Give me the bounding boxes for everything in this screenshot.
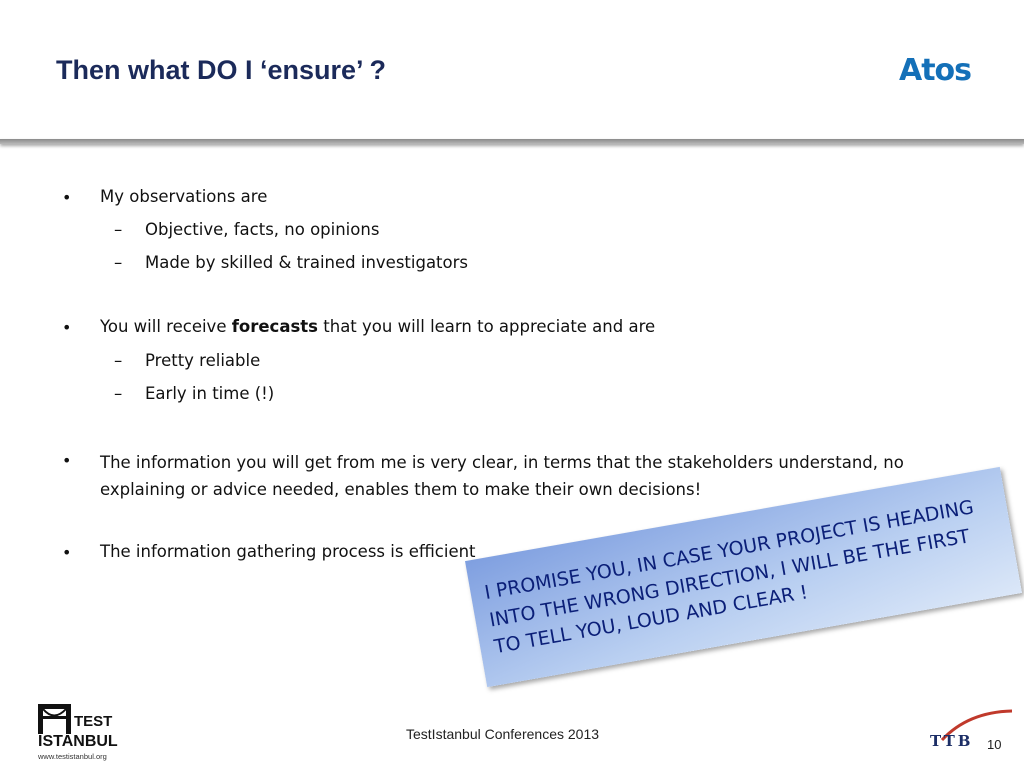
atos-logo: Atos [899,53,972,88]
bullet-2-text-bold: forecasts [231,317,319,336]
bullet-4-text: The information gathering process is efficient [100,542,476,561]
bullet-3-text: The information you will get from me is very clear, in terms that the stakeholders understand, no explaining or advice needed, enables them to make their own decisions! [100,453,904,500]
sub-bullet-marker: – [114,384,123,403]
header-divider [0,139,1024,144]
sub-bullet-marker: – [114,253,123,272]
bullet-marker: • [62,451,72,470]
testistanbul-logo [38,696,138,762]
logo-text-test: TEST [74,713,113,730]
sub-bullet-marker: – [114,220,123,239]
logo-text-istanbul: ISTANBUL [38,733,118,750]
bullet-1-sub-2: Made by skilled & trained investigators [145,253,468,272]
bullet-2-text-after: that you will learn to appreciate and are [318,317,656,336]
page-number: 10 [987,737,1002,752]
bullet-2-text [100,316,655,338]
bullet-2-text-before: You will receive [100,317,232,336]
bullet-1-text: My observations are [100,187,268,206]
bullet-marker: • [62,188,72,207]
bullet-marker: • [62,543,72,562]
logo-url: www.testistanbul.org [38,752,107,761]
bullet-marker: • [62,318,72,337]
slide-title: Then what DO I ‘ensure’ ? [56,55,387,85]
ttb-logo-text: TTB [930,732,974,750]
footer-conference: TestIstanbul Conferences 2013 [406,726,600,742]
sub-bullet-marker: – [114,351,123,370]
bullet-2-sub-1: Pretty reliable [145,351,261,370]
bullet-1-sub-1: Objective, facts, no opinions [145,220,380,239]
bullet-2-sub-2: Early in time (!) [145,384,275,403]
promise-callout: I PROMISE YOU, IN CASE YOUR PROJECT IS HEADING INTO THE WRONG DIRECTION, I WILL BE THE FIRST TO TELL YOU, LOUD AND CLEAR ! [465,467,1022,687]
